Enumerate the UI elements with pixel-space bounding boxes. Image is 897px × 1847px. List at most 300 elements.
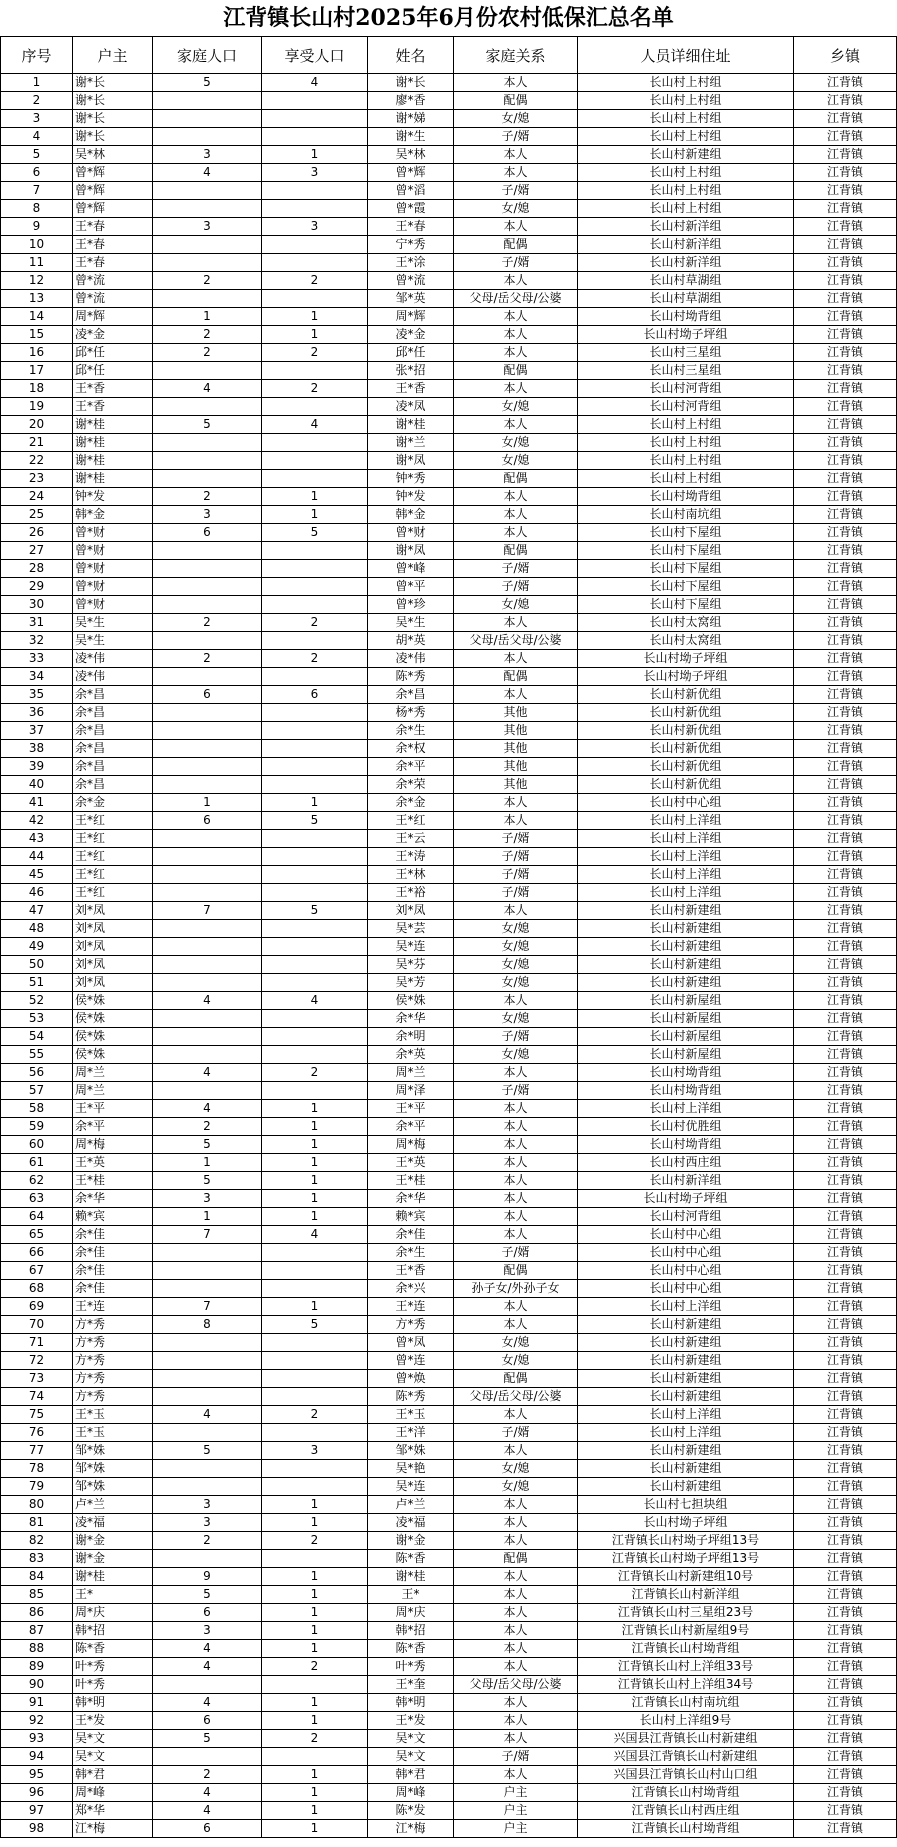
cell-address: 长山村中心组: [578, 1280, 794, 1298]
cell-relation: 本人: [454, 794, 578, 812]
cell-householder: 谢*长: [73, 128, 153, 146]
cell-beneficiary-count: [262, 542, 368, 560]
table-row: [1, 1532, 897, 1550]
cell-relation: 其他: [454, 758, 578, 776]
cell-township: 江背镇: [794, 776, 897, 794]
cell-seq: 30: [1, 596, 73, 614]
table-row: [1, 650, 897, 668]
cell-family-size: 6: [153, 1712, 262, 1730]
cell-relation: 子/婿: [454, 1748, 578, 1766]
cell-beneficiary-count: [262, 200, 368, 218]
table-row: [1, 1352, 897, 1370]
cell-beneficiary-count: 2: [262, 650, 368, 668]
table-row: [1, 398, 897, 416]
cell-beneficiary-count: 4: [262, 416, 368, 434]
cell-seq: 63: [1, 1190, 73, 1208]
cell-beneficiary-count: [262, 956, 368, 974]
cell-township: 江背镇: [794, 920, 897, 938]
cell-seq: 22: [1, 452, 73, 470]
cell-address: 长山村太窝组: [578, 632, 794, 650]
cell-relation: 女/媳: [454, 1046, 578, 1064]
cell-beneficiary-count: 1: [262, 1622, 368, 1640]
cell-address: 长山村新建组: [578, 902, 794, 920]
cell-beneficiary-count: 1: [262, 1640, 368, 1658]
cell-seq: 93: [1, 1730, 73, 1748]
cell-address: 长山村新建组: [578, 1370, 794, 1388]
cell-beneficiary-count: [262, 920, 368, 938]
cell-relation: 女/媳: [454, 434, 578, 452]
cell-township: 江背镇: [794, 956, 897, 974]
cell-beneficiary-count: [262, 848, 368, 866]
table-row: [1, 506, 897, 524]
cell-name: 吴*芸: [368, 920, 454, 938]
cell-name: 叶*秀: [368, 1658, 454, 1676]
cell-name: 王*发: [368, 1712, 454, 1730]
cell-householder: 曾*财: [73, 542, 153, 560]
cell-name: 韩*君: [368, 1766, 454, 1784]
cell-beneficiary-count: 1: [262, 1172, 368, 1190]
cell-address: 长山村中心组: [578, 794, 794, 812]
table-row: [1, 920, 897, 938]
cell-beneficiary-count: 1: [262, 1766, 368, 1784]
table-row: [1, 1442, 897, 1460]
cell-family-size: 5: [153, 1172, 262, 1190]
cell-family-size: [153, 704, 262, 722]
table-row: [1, 614, 897, 632]
cell-seq: 9: [1, 218, 73, 236]
cell-family-size: [153, 110, 262, 128]
cell-address: 长山村新建组: [578, 938, 794, 956]
table-row: [1, 632, 897, 650]
cell-beneficiary-count: 1: [262, 488, 368, 506]
page-title: 江背镇长山村2025年6月份农村低保汇总名单: [223, 5, 674, 31]
table-row: [1, 1010, 897, 1028]
cell-township: 江背镇: [794, 110, 897, 128]
table-row: [1, 1046, 897, 1064]
cell-township: 江背镇: [794, 1712, 897, 1730]
cell-householder: 江*梅: [73, 1820, 153, 1838]
cell-name: 王*英: [368, 1154, 454, 1172]
cell-township: 江背镇: [794, 1532, 897, 1550]
cell-householder: 王*发: [73, 1712, 153, 1730]
cell-township: 江背镇: [794, 1280, 897, 1298]
cell-relation: 女/媳: [454, 1010, 578, 1028]
cell-name: 曾*平: [368, 578, 454, 596]
cell-relation: 配偶: [454, 1370, 578, 1388]
cell-address: 长山村新优组: [578, 758, 794, 776]
table-row: [1, 1244, 897, 1262]
cell-family-size: 4: [153, 1640, 262, 1658]
table-row: [1, 830, 897, 848]
table-row: [1, 740, 897, 758]
table-row: [1, 848, 897, 866]
cell-relation: 本人: [454, 416, 578, 434]
table-row: [1, 416, 897, 434]
cell-seq: 15: [1, 326, 73, 344]
cell-township: 江背镇: [794, 380, 897, 398]
cell-householder: 余*佳: [73, 1262, 153, 1280]
cell-name: 王*奎: [368, 1676, 454, 1694]
cell-family-size: [153, 596, 262, 614]
cell-name: 凌*伟: [368, 650, 454, 668]
table-row: [1, 128, 897, 146]
cell-name: 余*英: [368, 1046, 454, 1064]
cell-seq: 97: [1, 1802, 73, 1820]
cell-township: 江背镇: [794, 1802, 897, 1820]
cell-address: 长山村下屋组: [578, 542, 794, 560]
cell-beneficiary-count: [262, 236, 368, 254]
cell-address: 长山村新优组: [578, 776, 794, 794]
cell-name: 谢*娣: [368, 110, 454, 128]
cell-householder: 余*佳: [73, 1244, 153, 1262]
cell-address: 长山村上村组: [578, 182, 794, 200]
cell-township: 江背镇: [794, 1820, 897, 1838]
cell-township: 江背镇: [794, 1118, 897, 1136]
table-row: [1, 542, 897, 560]
cell-address: 江背镇长山村坳背组: [578, 1640, 794, 1658]
cell-relation: 子/婿: [454, 866, 578, 884]
cell-name: 廖*香: [368, 92, 454, 110]
cell-family-size: 6: [153, 1820, 262, 1838]
cell-family-size: [153, 542, 262, 560]
cell-family-size: [153, 1010, 262, 1028]
cell-beneficiary-count: 1: [262, 1604, 368, 1622]
cell-family-size: [153, 1028, 262, 1046]
cell-beneficiary-count: [262, 632, 368, 650]
cell-relation: 本人: [454, 1208, 578, 1226]
cell-township: 江背镇: [794, 1190, 897, 1208]
cell-relation: 女/媳: [454, 1352, 578, 1370]
cell-name: 周*泽: [368, 1082, 454, 1100]
cell-address: 长山村新屋组: [578, 1028, 794, 1046]
cell-address: 江背镇长山村西庄组: [578, 1802, 794, 1820]
cell-seq: 77: [1, 1442, 73, 1460]
cell-name: 吴*连: [368, 1478, 454, 1496]
cell-seq: 76: [1, 1424, 73, 1442]
cell-township: 江背镇: [794, 308, 897, 326]
table-row: [1, 380, 897, 398]
cell-family-size: 6: [153, 1604, 262, 1622]
cell-relation: 本人: [454, 164, 578, 182]
cell-township: 江背镇: [794, 992, 897, 1010]
cell-householder: 王*连: [73, 1298, 153, 1316]
cell-beneficiary-count: 1: [262, 1586, 368, 1604]
cell-family-size: [153, 128, 262, 146]
cell-family-size: 5: [153, 1442, 262, 1460]
cell-relation: 本人: [454, 1694, 578, 1712]
cell-address: 江背镇长山村坳背组: [578, 1820, 794, 1838]
cell-householder: 方*秀: [73, 1334, 153, 1352]
table-row: [1, 1496, 897, 1514]
cell-address: 长山村中心组: [578, 1244, 794, 1262]
cell-beneficiary-count: [262, 1460, 368, 1478]
cell-householder: 余*昌: [73, 704, 153, 722]
cell-name: 周*兰: [368, 1064, 454, 1082]
table-row: [1, 236, 897, 254]
cell-householder: 王*香: [73, 380, 153, 398]
cell-relation: 本人: [454, 1496, 578, 1514]
cell-householder: 邹*姝: [73, 1442, 153, 1460]
cell-householder: 王*平: [73, 1100, 153, 1118]
cell-seq: 2: [1, 92, 73, 110]
cell-seq: 5: [1, 146, 73, 164]
cell-address: 长山村上村组: [578, 200, 794, 218]
cell-family-size: 3: [153, 1514, 262, 1532]
cell-householder: 周*梅: [73, 1136, 153, 1154]
cell-name: 赖*宾: [368, 1208, 454, 1226]
cell-name: 余*权: [368, 740, 454, 758]
cell-seq: 57: [1, 1082, 73, 1100]
cell-township: 江背镇: [794, 974, 897, 992]
cell-township: 江背镇: [794, 1172, 897, 1190]
cell-householder: 曾*辉: [73, 164, 153, 182]
cell-seq: 23: [1, 470, 73, 488]
cell-seq: 16: [1, 344, 73, 362]
cell-family-size: [153, 974, 262, 992]
cell-householder: 余*昌: [73, 758, 153, 776]
cell-name: 曾*峰: [368, 560, 454, 578]
cell-beneficiary-count: [262, 1748, 368, 1766]
cell-address: 长山村上洋组: [578, 830, 794, 848]
cell-householder: 王*香: [73, 398, 153, 416]
table-row: [1, 272, 897, 290]
cell-township: 江背镇: [794, 578, 897, 596]
cell-relation: 父母/岳父母/公婆: [454, 1388, 578, 1406]
cell-relation: 子/婿: [454, 848, 578, 866]
cell-seq: 98: [1, 1820, 73, 1838]
cell-address: 长山村坳子坪组: [578, 650, 794, 668]
cell-beneficiary-count: 5: [262, 902, 368, 920]
cell-relation: 女/媳: [454, 974, 578, 992]
cell-name: 王*云: [368, 830, 454, 848]
cell-name: 胡*英: [368, 632, 454, 650]
cell-address: 长山村坳背组: [578, 1136, 794, 1154]
cell-beneficiary-count: [262, 254, 368, 272]
table-row: [1, 1136, 897, 1154]
cell-name: 谢*长: [368, 74, 454, 92]
cell-name: 张*招: [368, 362, 454, 380]
cell-seq: 13: [1, 290, 73, 308]
cell-township: 江背镇: [794, 1658, 897, 1676]
table-row: [1, 992, 897, 1010]
cell-beneficiary-count: [262, 1010, 368, 1028]
cell-seq: 80: [1, 1496, 73, 1514]
cell-relation: 其他: [454, 776, 578, 794]
cell-householder: 凌*福: [73, 1514, 153, 1532]
cell-beneficiary-count: [262, 1388, 368, 1406]
cell-beneficiary-count: [262, 560, 368, 578]
cell-seq: 87: [1, 1622, 73, 1640]
cell-township: 江背镇: [794, 1514, 897, 1532]
table-row: [1, 1424, 897, 1442]
cell-name: 曾*霞: [368, 200, 454, 218]
cell-householder: 韩*招: [73, 1622, 153, 1640]
cell-name: 余*荣: [368, 776, 454, 794]
cell-family-size: 4: [153, 1694, 262, 1712]
cell-address: 长山村上村组: [578, 416, 794, 434]
cell-relation: 女/媳: [454, 1334, 578, 1352]
cell-township: 江背镇: [794, 686, 897, 704]
table-row: [1, 1604, 897, 1622]
cell-name: 卢*兰: [368, 1496, 454, 1514]
cell-householder: 王*桂: [73, 1172, 153, 1190]
cell-family-size: [153, 254, 262, 272]
cell-seq: 20: [1, 416, 73, 434]
cell-relation: 户主: [454, 1820, 578, 1838]
cell-relation: 子/婿: [454, 182, 578, 200]
cell-township: 江背镇: [794, 866, 897, 884]
cell-name: 邱*任: [368, 344, 454, 362]
cell-householder: 王*英: [73, 1154, 153, 1172]
cell-family-size: [153, 866, 262, 884]
cell-address: 长山村新洋组: [578, 218, 794, 236]
cell-family-size: [153, 1388, 262, 1406]
cell-address: 长山村新优组: [578, 704, 794, 722]
cell-name: 余*平: [368, 758, 454, 776]
cell-seq: 78: [1, 1460, 73, 1478]
cell-householder: 王*春: [73, 236, 153, 254]
cell-relation: 子/婿: [454, 830, 578, 848]
cell-name: 王*香: [368, 380, 454, 398]
cell-address: 长山村新建组: [578, 956, 794, 974]
cell-seq: 47: [1, 902, 73, 920]
cell-family-size: 5: [153, 1586, 262, 1604]
cell-relation: 本人: [454, 488, 578, 506]
cell-family-size: [153, 758, 262, 776]
cell-relation: 配偶: [454, 1262, 578, 1280]
cell-township: 江背镇: [794, 1442, 897, 1460]
cell-township: 江背镇: [794, 1388, 897, 1406]
cell-beneficiary-count: 3: [262, 1442, 368, 1460]
table-row: [1, 956, 897, 974]
cell-householder: 吴*生: [73, 614, 153, 632]
cell-seq: 83: [1, 1550, 73, 1568]
cell-family-size: [153, 236, 262, 254]
cell-relation: 本人: [454, 650, 578, 668]
cell-beneficiary-count: 1: [262, 1568, 368, 1586]
cell-seq: 59: [1, 1118, 73, 1136]
cell-name: 余*生: [368, 1244, 454, 1262]
cell-beneficiary-count: [262, 92, 368, 110]
cell-name: 吴*艳: [368, 1460, 454, 1478]
cell-name: 钟*发: [368, 488, 454, 506]
cell-beneficiary-count: [262, 938, 368, 956]
cell-householder: 余*昌: [73, 686, 153, 704]
cell-beneficiary-count: [262, 1280, 368, 1298]
table-row: [1, 326, 897, 344]
cell-name: 谢*生: [368, 128, 454, 146]
cell-township: 江背镇: [794, 596, 897, 614]
table-row: [1, 470, 897, 488]
cell-seq: 29: [1, 578, 73, 596]
cell-seq: 3: [1, 110, 73, 128]
table-row: [1, 164, 897, 182]
cell-relation: 其他: [454, 740, 578, 758]
cell-relation: 女/媳: [454, 200, 578, 218]
cell-address: 长山村太窝组: [578, 614, 794, 632]
table-row: [1, 1586, 897, 1604]
table-row: [1, 1640, 897, 1658]
table-row: [1, 74, 897, 92]
cell-seq: 44: [1, 848, 73, 866]
cell-name: 陈*秀: [368, 1388, 454, 1406]
cell-relation: 户主: [454, 1802, 578, 1820]
cell-township: 江背镇: [794, 1316, 897, 1334]
cell-township: 江背镇: [794, 1424, 897, 1442]
cell-beneficiary-count: 4: [262, 74, 368, 92]
table-row: [1, 200, 897, 218]
cell-township: 江背镇: [794, 668, 897, 686]
cell-address: 江背镇长山村坳子坪组13号: [578, 1550, 794, 1568]
cell-family-size: 6: [153, 524, 262, 542]
cell-township: 江背镇: [794, 182, 897, 200]
cell-address: 长山村新洋组: [578, 236, 794, 254]
cell-family-size: [153, 1478, 262, 1496]
cell-beneficiary-count: [262, 1352, 368, 1370]
cell-township: 江背镇: [794, 1010, 897, 1028]
cell-relation: 本人: [454, 146, 578, 164]
cell-beneficiary-count: 1: [262, 1100, 368, 1118]
cell-name: 谢*金: [368, 1532, 454, 1550]
cell-address: 长山村上洋组9号: [578, 1712, 794, 1730]
cell-beneficiary-count: 4: [262, 992, 368, 1010]
cell-relation: 本人: [454, 1190, 578, 1208]
cell-beneficiary-count: 1: [262, 1208, 368, 1226]
cell-relation: 其他: [454, 722, 578, 740]
cell-seq: 4: [1, 128, 73, 146]
table-row: [1, 110, 897, 128]
cell-address: 长山村上洋组: [578, 1298, 794, 1316]
cell-family-size: [153, 956, 262, 974]
cell-beneficiary-count: [262, 1262, 368, 1280]
cell-address: 长山村坳子坪组: [578, 668, 794, 686]
cell-family-size: [153, 470, 262, 488]
cell-name: 曾*连: [368, 1352, 454, 1370]
table-row: [1, 1118, 897, 1136]
header-seq: 序号: [1, 37, 73, 74]
cell-beneficiary-count: 5: [262, 524, 368, 542]
cell-householder: 韩*金: [73, 506, 153, 524]
cell-beneficiary-count: [262, 1424, 368, 1442]
cell-address: 长山村上洋组: [578, 866, 794, 884]
cell-address: 长山村坳子坪组: [578, 1190, 794, 1208]
cell-seq: 54: [1, 1028, 73, 1046]
cell-beneficiary-count: [262, 866, 368, 884]
cell-family-size: 1: [153, 308, 262, 326]
cell-householder: 郑*华: [73, 1802, 153, 1820]
cell-family-size: [153, 1748, 262, 1766]
cell-family-size: [153, 632, 262, 650]
cell-address: 长山村新优组: [578, 722, 794, 740]
cell-relation: 本人: [454, 1712, 578, 1730]
cell-beneficiary-count: [262, 974, 368, 992]
cell-name: 谢*凤: [368, 542, 454, 560]
cell-name: 杨*秀: [368, 704, 454, 722]
cell-seq: 79: [1, 1478, 73, 1496]
cell-seq: 12: [1, 272, 73, 290]
cell-family-size: [153, 1676, 262, 1694]
cell-householder: 谢*桂: [73, 416, 153, 434]
table-row: [1, 434, 897, 452]
cell-relation: 子/婿: [454, 1028, 578, 1046]
cell-family-size: 2: [153, 1766, 262, 1784]
cell-seq: 14: [1, 308, 73, 326]
cell-address: 江背镇长山村新屋组9号: [578, 1622, 794, 1640]
cell-relation: 女/媳: [454, 920, 578, 938]
cell-seq: 37: [1, 722, 73, 740]
cell-seq: 42: [1, 812, 73, 830]
cell-township: 江背镇: [794, 794, 897, 812]
